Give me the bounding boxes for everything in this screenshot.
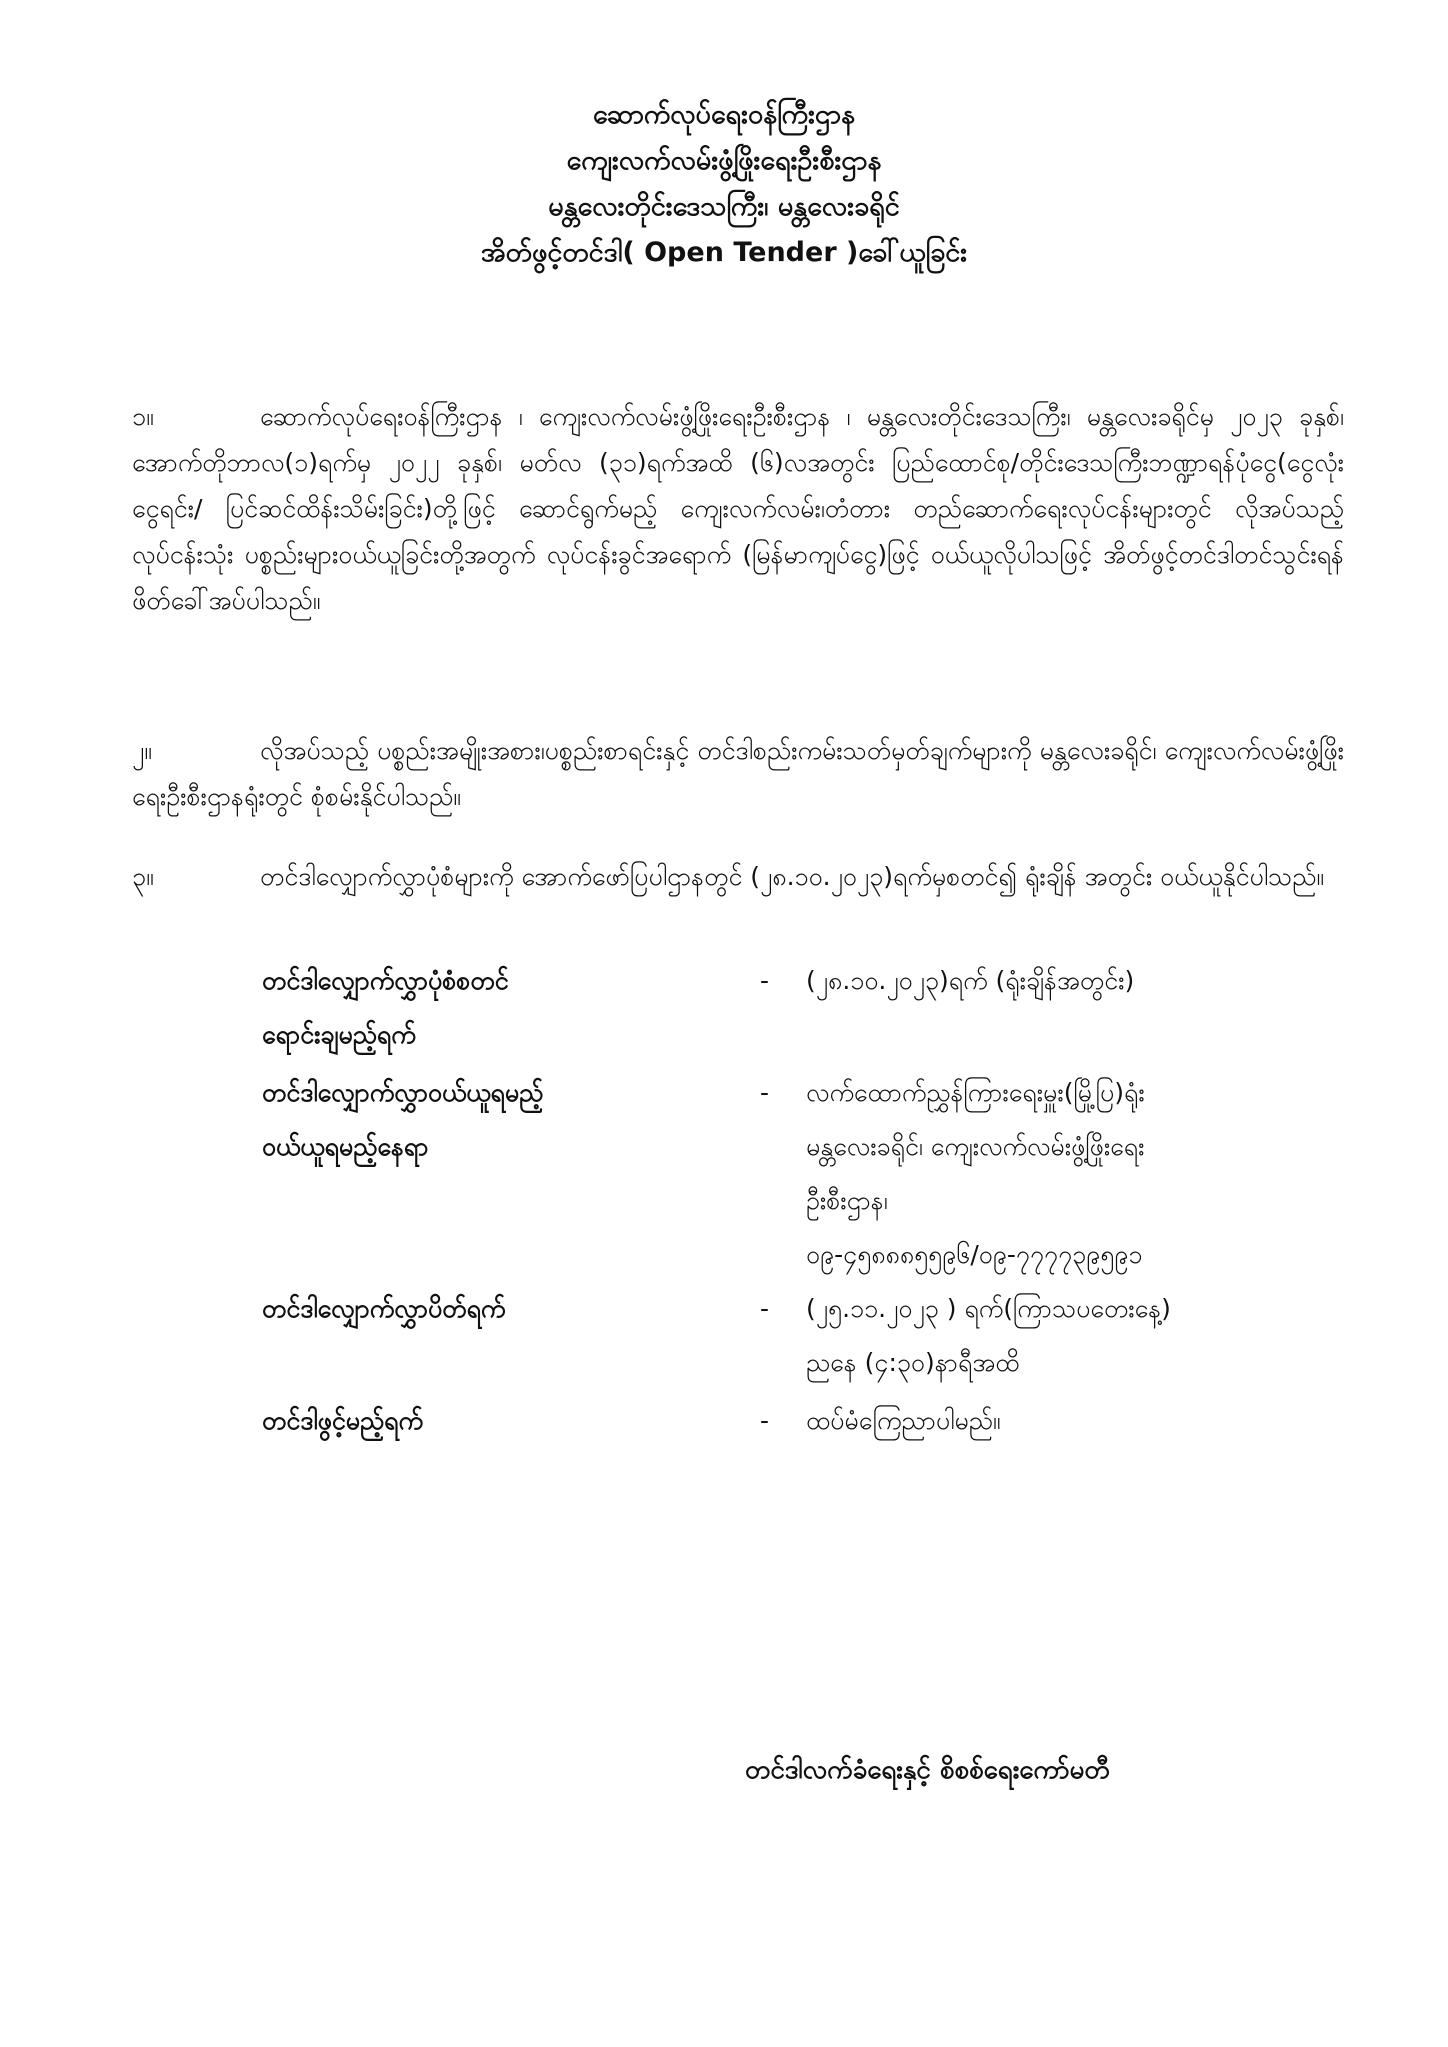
schedule-dash: - xyxy=(760,1294,770,1323)
region-district: မန္တလေးတိုင်းဒေသကြီး၊ မန္တလေးခရိုင် xyxy=(548,191,900,222)
paragraph-text: လိုအပ်သည့် ပစ္စည်းအမျိုးအစား၊ပစ္စည်းစာရင်းနှင့် တင်ဒါစည်းကမ်းသတ်မှတ်ချက်များကို မန္တလေးခရိုင်၊ ကျေးလက်လမ်းဖွံ့ဖြိုးရေးဦးစီးဌာနရုံးတွင် စုံစမ်းနိုင်ပါသည်။ xyxy=(132,736,1344,811)
schedule-dash: - xyxy=(760,1078,770,1107)
schedule-label: ဝယ်ယူရမည့်နေရာ xyxy=(262,1132,429,1161)
schedule-value: (၂၈.၁၀.၂၀၂၃)ရက် (ရုံးချိန်အတွင်း) xyxy=(806,966,1135,995)
schedule-value: ညနေ (၄:၃၀)နာရီအထိ xyxy=(806,1348,1020,1377)
paragraph-1 xyxy=(132,394,1344,624)
schedule-dash: - xyxy=(760,966,770,995)
committee-signature: တင်ဒါလက်ခံရေးနှင့် စိစစ်ရေးကော်မတီ xyxy=(745,1755,1110,1785)
schedule-label: တင်ဒါလျှောက်လွှာပိတ်ရက် xyxy=(262,1294,506,1323)
phone-numbers: ၀၉-၄၅၈၈၈၅၅၉၆/၀၉-၇၇၇၇၃၉၅၉၁ xyxy=(806,1240,1143,1269)
paragraph-number: ၁။ xyxy=(132,402,154,431)
paragraph-text: တင်ဒါလျှောက်လွှာပုံစံများကို အောက်ဖော်ပြပါဌာနတွင် (၂၈.၁၀.၂၀၂၃)ရက်မှစတင်၍ ရုံးချိန် အတွင်း ဝယ်ယူနိုင်ပါသည်။ xyxy=(260,862,1324,891)
schedule-label: တင်ဒါလျှောက်လွှာပုံစံစတင် xyxy=(262,966,509,995)
document-title: အိတ်ဖွင့်တင်ဒါ( Open Tender )ခေါ်ယူခြင်း xyxy=(480,237,968,268)
schedule-label: တင်ဒါဖွင့်မည့်ရက် xyxy=(262,1406,423,1435)
paragraph-text: ဆောက်လုပ်ရေးဝန်ကြီးဌာန ၊ ကျေးလက်လမ်းဖွံ့ဖြိုးရေးဦးစီးဌာန ၊ မန္တလေးတိုင်းဒေသကြီး၊ မန္တလေးခရိုင်မှ ၂၀၂၃ ခုနှစ်၊ အောက်တိုဘာလ(၁)ရက်မှ ၂၀၂၂ ခုနှစ်၊ မတ်လ (၃၁)ရက်အထိ (၆)လအတွင်း ပြည်ထောင်စု/တိုင်းဒေသကြီးဘဏ္ဍာရန်ပုံငွေ(ငွေလုံးငွေရင်း/ ပြင်ဆင်ထိန်းသိမ်းခြင်း)တို့ဖြင့် ဆောင်ရွက်မည့် ကျေးလက်လမ်း၊တံတား တည်ဆောက်ရေးလုပ်ငန်းများတွင် လိုအပ်သည့် လုပ်ငန်းသုံး ပစ္စည်းများဝယ်ယူခြင်းတို့အတွက် လုပ်ငန်းခွင်အရောက် (မြန်မာကျပ်ငွေ)ဖြင့် ဝယ်ယူလိုပါသဖြင့် အိတ်ဖွင့်တင်ဒါတင်သွင်းရန် ဖိတ်ခေါ်အပ်ပါသည်။ xyxy=(132,402,1344,615)
paragraph-number: ၂။ xyxy=(132,736,152,765)
schedule-label: တင်ဒါလျှောက်လွှာဝယ်ယူရမည့် xyxy=(262,1078,544,1107)
schedule-label: ရောင်းချမည့်ရက် xyxy=(262,1020,416,1049)
schedule-value: လက်ထောက်ညွှန်ကြားရေးမှူး(မြို့ပြ)ရုံး xyxy=(806,1078,1145,1107)
department-name: ကျေးလက်လမ်းဖွံ့ဖြိုးရေးဦးစီးဌာန xyxy=(566,145,882,176)
schedule-value: ဦးစီးဌာန၊ xyxy=(806,1186,888,1215)
schedule-value: မန္တလေးခရိုင်၊ ကျေးလက်လမ်းဖွံ့ဖြိုးရေး xyxy=(806,1132,1145,1161)
paragraph-2 xyxy=(132,728,1344,820)
ministry-name: ဆောက်လုပ်ရေးဝန်ကြီးဌာန xyxy=(593,99,855,130)
schedule-value: (၂၅.၁၁.၂၀၂၃ ) ရက်(ကြာသပတေးနေ့) xyxy=(806,1294,1171,1323)
schedule-value: ထပ်မံကြေညာပါမည်။ xyxy=(806,1406,1001,1435)
document-header xyxy=(0,92,1448,276)
schedule-dash: - xyxy=(760,1406,770,1435)
paragraph-3 xyxy=(132,854,1344,900)
paragraph-number: ၃။ xyxy=(132,862,154,891)
